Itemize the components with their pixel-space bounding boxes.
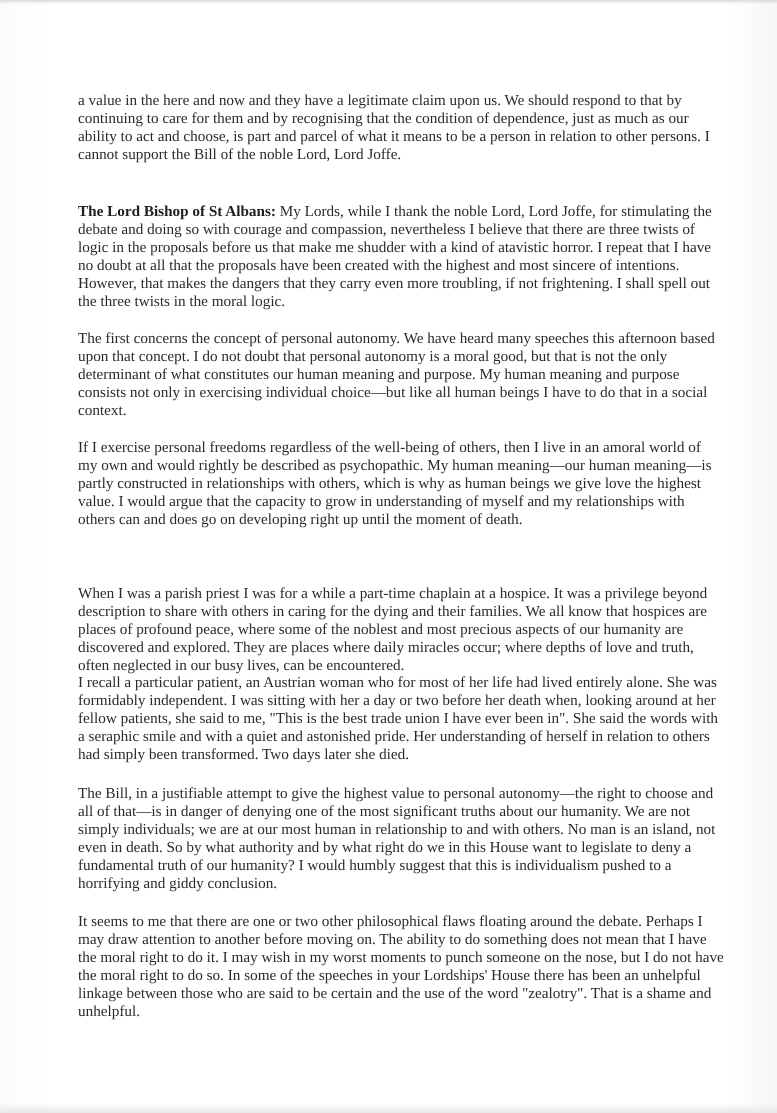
paragraph-5 — [78, 567, 724, 764]
scan-edge-top — [0, 0, 777, 4]
paragraph-2 — [78, 203, 724, 310]
speaker-name: The Lord Bishop of St Albans: — [78, 203, 276, 220]
paragraph-4-text: If I exercise personal freedoms regardless of the well-being of others, then I live in an amoral world of my own and would rightly be described as psychopathic. My human meaning—our human meaning—is partly constructed in relationships with others, which is why as human beings we give love the highest value. I would argue that the capacity to grow in understanding of myself and my relationships with others can and does go on developing right up until the moment of death. — [78, 439, 712, 528]
paragraph-6 — [78, 785, 724, 892]
scan-edge-bottom — [0, 1103, 777, 1113]
paragraph-1-text: a value in the here and now and they have a legitimate claim upon us. We should respond to that by continuing to care for them and by recognising that the condition of dependence, just as much as our ability to act and choose, is part and parcel of what it means to be a person in relation to other persons. I cannot support the Bill of the noble Lord, Lord Joffe. — [78, 92, 710, 163]
paragraph-7 — [78, 913, 724, 1020]
paragraph-5-text: When I was a parish priest I was for a while a part-time chaplain at a hospice. It was a privilege beyond description to share with others in caring for the dying and their families. We all know that hospices are places of profound peace, where some of the noblest and most precious aspects of our humanity are discovered and explored. They are places where daily miracles occur; where depths of love and truth, often neglected in our busy lives, can be encountered. I recall a particular patient, an Austrian woman who for most of her life had lived entirely alone. She was formidably independent. I was sitting with her a day or two before her death when, looking around at her fellow patients, she said to me, "This is the best trade union I have ever been in". She said the words with a seraphic smile and with a quiet and astonished pride. Her understanding of herself in relation to others had simply been transformed. Two days later she died. — [78, 584, 719, 764]
paragraph-4 — [78, 439, 724, 529]
paragraph-7-text: It seems to me that there are one or two other philosophical flaws floating around the debate. Perhaps I may draw attention to another before moving on. The ability to do something does not mean that I have the moral right to do it. I may wish in my worst moments to punch someone on the nose, but I do not have the moral right to do so. In some of the speeches in your Lordships' House there has been an unhelpful linkage between those who are said to be certain and the use of the word "zealotry". That is a shame and unhelpful. — [78, 913, 724, 1020]
paragraph-6-text: The Bill, in a justifiable attempt to give the highest value to personal autonomy—the right to choose and all of that—is in danger of denying one of the most significant truths about our humanity. We are not simply individuals; we are at our most human in relationship to and with others. No man is an island, not even in death. So by what authority and by what right do we in this House want to legislate to deny a fundamental truth of our humanity? I would humbly suggest that this is individualism pushed to a horrifying and giddy conclusion. — [78, 785, 716, 892]
paragraph-2-text: My Lords, while I thank the noble Lord, Lord Joffe, for stimulating the debate and doing so with courage and compassion, nevertheless I believe that there are three twists of logic in the proposals before us that make me shudder with a kind of atavistic horror. I repeat that I have no doubt at all that the proposals have been created with the highest and most sincere of intentions. However, that makes the dangers that they carry even more troubling, if not frightening. I shall spell out the three twists in the moral logic. — [78, 203, 712, 310]
paragraph-1 — [78, 92, 724, 164]
paragraph-3-text: The first concerns the concept of personal autonomy. We have heard many speeches this afternoon based upon that concept. I do not doubt that personal autonomy is a moral good, but that is not the only determinant of what constitutes our human meaning and purpose. My human meaning and purpose consists not only in exercising individual choice—but like all human beings I have to do that in a social context. — [78, 330, 715, 419]
paragraph-3 — [78, 330, 724, 420]
